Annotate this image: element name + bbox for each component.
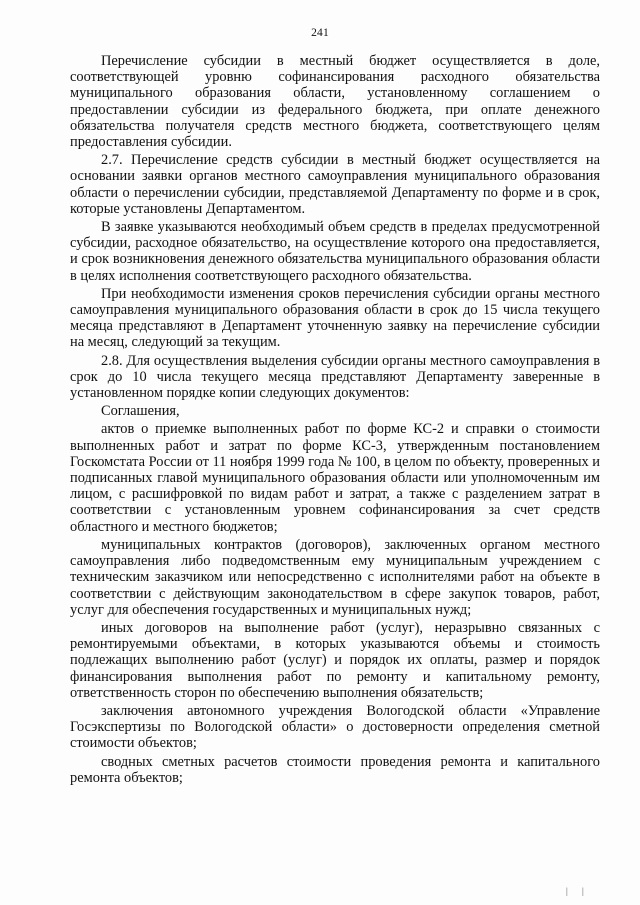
- page-number: 241: [311, 27, 329, 39]
- list-item-expertise-conclusion: заключения автономного учреждения Вологодской области «Управление Госэкспертизы по Вологодской области» о достоверности определения сметной стоимости объектов;: [70, 702, 600, 752]
- paragraph-2-8: 2.8. Для осуществления выделения субсидии органы местного самоуправления в срок до 10 числа текущего месяца представляют Департаменту заверенные в установленном порядке копии следующих документов:: [70, 352, 600, 402]
- paragraph-change-deadlines: При необходимости изменения сроков перечисления субсидии органы местного самоуправления муниципального образования области в срок до 15 числа текущего месяца представляют в Департамент уточненную заявку на перечисление субсидии на месяц, следующий за текущим.: [70, 285, 600, 351]
- paragraph-subsidy-share: Перечисление субсидии в местный бюджет осуществляется в доле, соответствующей уровню софинансирования расходного обязательства муниципального образования области, установленному соглашением о предоставлении субсидии из федерального бюджета, при оплате денежного обязательства получателя средств местного бюджета, соответствующего целям предоставления субсидии.: [70, 53, 600, 151]
- list-item-summary-estimates: сводных сметных расчетов стоимости проведения ремонта и капитального ремонта объектов;: [70, 753, 600, 786]
- paragraph-application-contents: В заявке указываются необходимый объем средств в пределах предусмотренной субсидии, расходное обязательство, на осуществление которого она предоставляется, и срок возникновения денежного обязательства муниципального образования области в целях исполнения соответствующего расходного обязательства.: [70, 219, 600, 284]
- list-item-municipal-contracts: муниципальных контрактов (договоров), заключенных органом местного самоуправления либо подведомственным ему муниципальным учреждением с техническим заказчиком или непосредственно с исполнителями работ на объекте в соответствии с действующим законодательством в сфере закупок товаров, работ, услуг для обеспечения государственных и муниципальных нужд;: [70, 536, 600, 618]
- document-body: [70, 53, 600, 788]
- footer-scan-marks: | |: [566, 886, 590, 896]
- list-item-agreements: Соглашения,: [101, 403, 180, 420]
- paragraph-2-7: 2.7. Перечисление средств субсидии в местный бюджет осуществляется на основании заявки органов местного самоуправления муниципального образования области о перечислении субсидии, представляемой Департаменту по форме и в срок, которые установлены Департаментом.: [70, 152, 600, 217]
- list-item-acts-ks2-ks3: актов о приемке выполненных работ по форме КС-2 и справки о стоимости выполненных работ и затрат по форме КС-3, утвержденным постановлением Госкомстата России от 11 ноября 1999 года № 100, в целом по объекту, проверенных и подписанных главой муниципального образования области или уполномоченным им лицом, с расшифровкой по видам работ и затрат, а также с разделением затрат в соответствии с установленным уровнем софинансирования за счет средств областного и местного бюджетов;: [70, 421, 600, 535]
- list-item-other-contracts: иных договоров на выполнение работ (услуг), неразрывно связанных с ремонтируемыми объектами, в которых указываются объемы и стоимость подлежащих выполнению работ (услуг) и порядок их оплаты, размер и порядок финансирования выполнения работ по ремонту и капитальному ремонту, ответственность сторон по обеспечению выполнения обязательств;: [70, 619, 600, 701]
